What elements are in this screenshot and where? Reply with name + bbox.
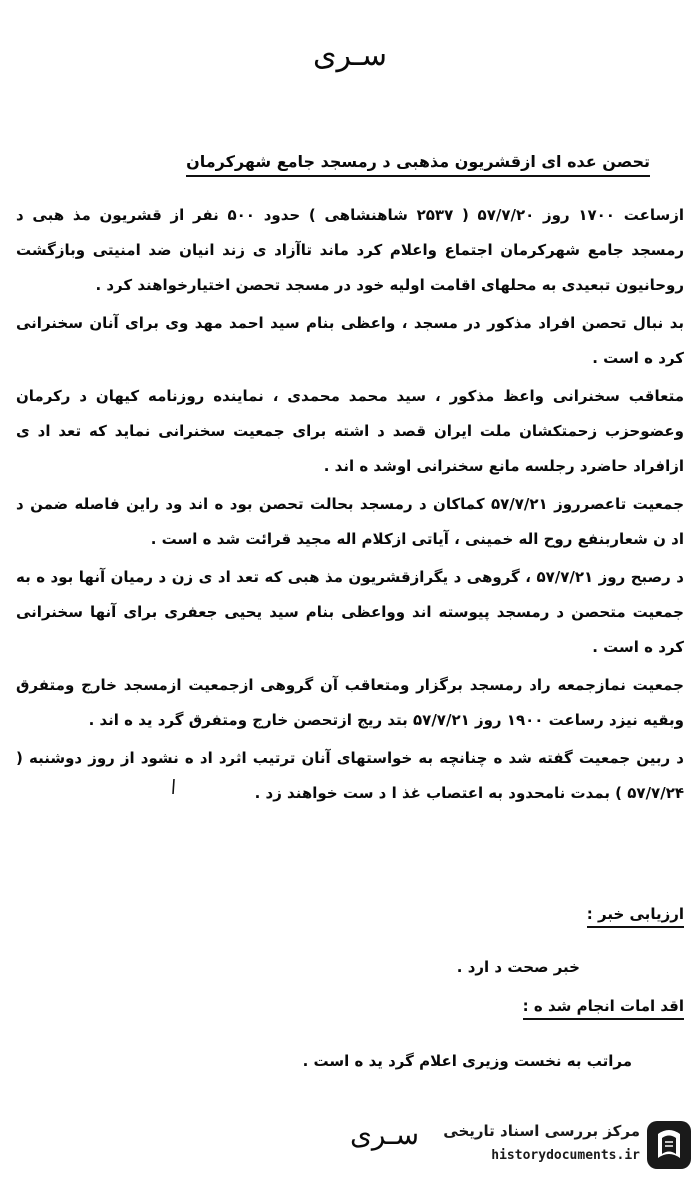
handwritten-tick-mark — [170, 778, 178, 796]
paragraph: بد نبال تحصن افراد مذکور در مسجد ، واعظی بنام سید احمد مهد وی برای آنان سخنرانی کرد ه است . — [16, 314, 684, 367]
paragraph: جمعیت نمازجمعه راد رمسجد برگزار ومتعاقب آن گروهی ازجمعیت ازمسجد خارج ومتفرق وبقیه نیزد رساعت ۱۹۰۰ روز ۵۷/۷/۲۱ بتد ریج ازتحصن خارج ومتفرق گرد ید ه اند . — [16, 676, 684, 729]
document-title: تحصن عده ای ازقشریون مذهبی د رمسجد جامع شهرکرمان — [186, 152, 650, 177]
actions-label: اقد امات انجام شد ه : — [523, 997, 684, 1020]
paragraph: متعاقب سخنرانی واعظ مذکور ، سید محمد محمدی ، نماینده روزنامه کیهان د رکرمان وعضوحزب زحمتکشان ملت ایران قصد د اشته برای جمعیت سخنرانی نماید که تعد اد ی ازافراد حاضرد رجلسه مانع سخنرانی اوشد ه اند . — [16, 387, 684, 475]
paragraph: د رصبح روز ۵۷/۷/۲۱ ، گروهی د یگرازقشریون مذ هبی که تعد اد ی زن د رمیان آنها بود ه به جمعیت متحصن د رمسجد پیوسته اند وواعظی بنام سید یحیی جعفری برای آنها سخنرانی کرد ه است . — [16, 568, 684, 656]
archive-watermark — [430, 1116, 692, 1174]
paragraph: د ربین جمعیت گفته شد ه چنانچه به خواستهای آنان ترتیب اثرد اد ه نشود از روز دوشنبه ( ۵۷/۷/۲۴ ) بمدت نامحدود به اعتصاب غذ ا د ست خواهند زد . — [16, 749, 684, 802]
assessment-text: خبر صحت د ارد . — [456, 958, 580, 976]
watermark-name: مرکز بررسی اسناد تاریخی — [443, 1122, 640, 1140]
watermark-url: historydocuments.ir — [491, 1148, 640, 1163]
assessment-label: ارزیابی خبر : — [587, 905, 684, 928]
archive-logo-icon — [646, 1120, 692, 1170]
paragraph: جمعیت تاعصرروز ۵۷/۷/۲۱ کماکان د رمسجد بحالت تحصن بود ه اند ود راین فاصله ضمن د اد ن شعاربنفع روح اله خمینی ، آیاتی ازکلام اله مجید قرائت شد ه است . — [16, 495, 685, 548]
document-body — [16, 198, 684, 814]
classification-header: سـری — [313, 38, 387, 73]
actions-text: مراتب به نخست وزیری اعلام گرد ید ه است . — [302, 1052, 632, 1070]
classification-footer: سـری — [350, 1118, 420, 1151]
paragraph: ازساعت ۱۷۰۰ روز ۵۷/۷/۲۰ ( ۲۵۳۷ شاهنشاهی ) حدود ۵۰۰ نفر از قشریون مذ هبی د رمسجد جامع شهرکرمان اجتماع واعلام کرد ماند تاآزاد ی زند انیان ضد امنیتی وبازگشت روحانیون تبعیدی به محلهای اقامت اولیه خود در مسجد تحصن اختیارخواهند کرد . — [16, 206, 684, 294]
